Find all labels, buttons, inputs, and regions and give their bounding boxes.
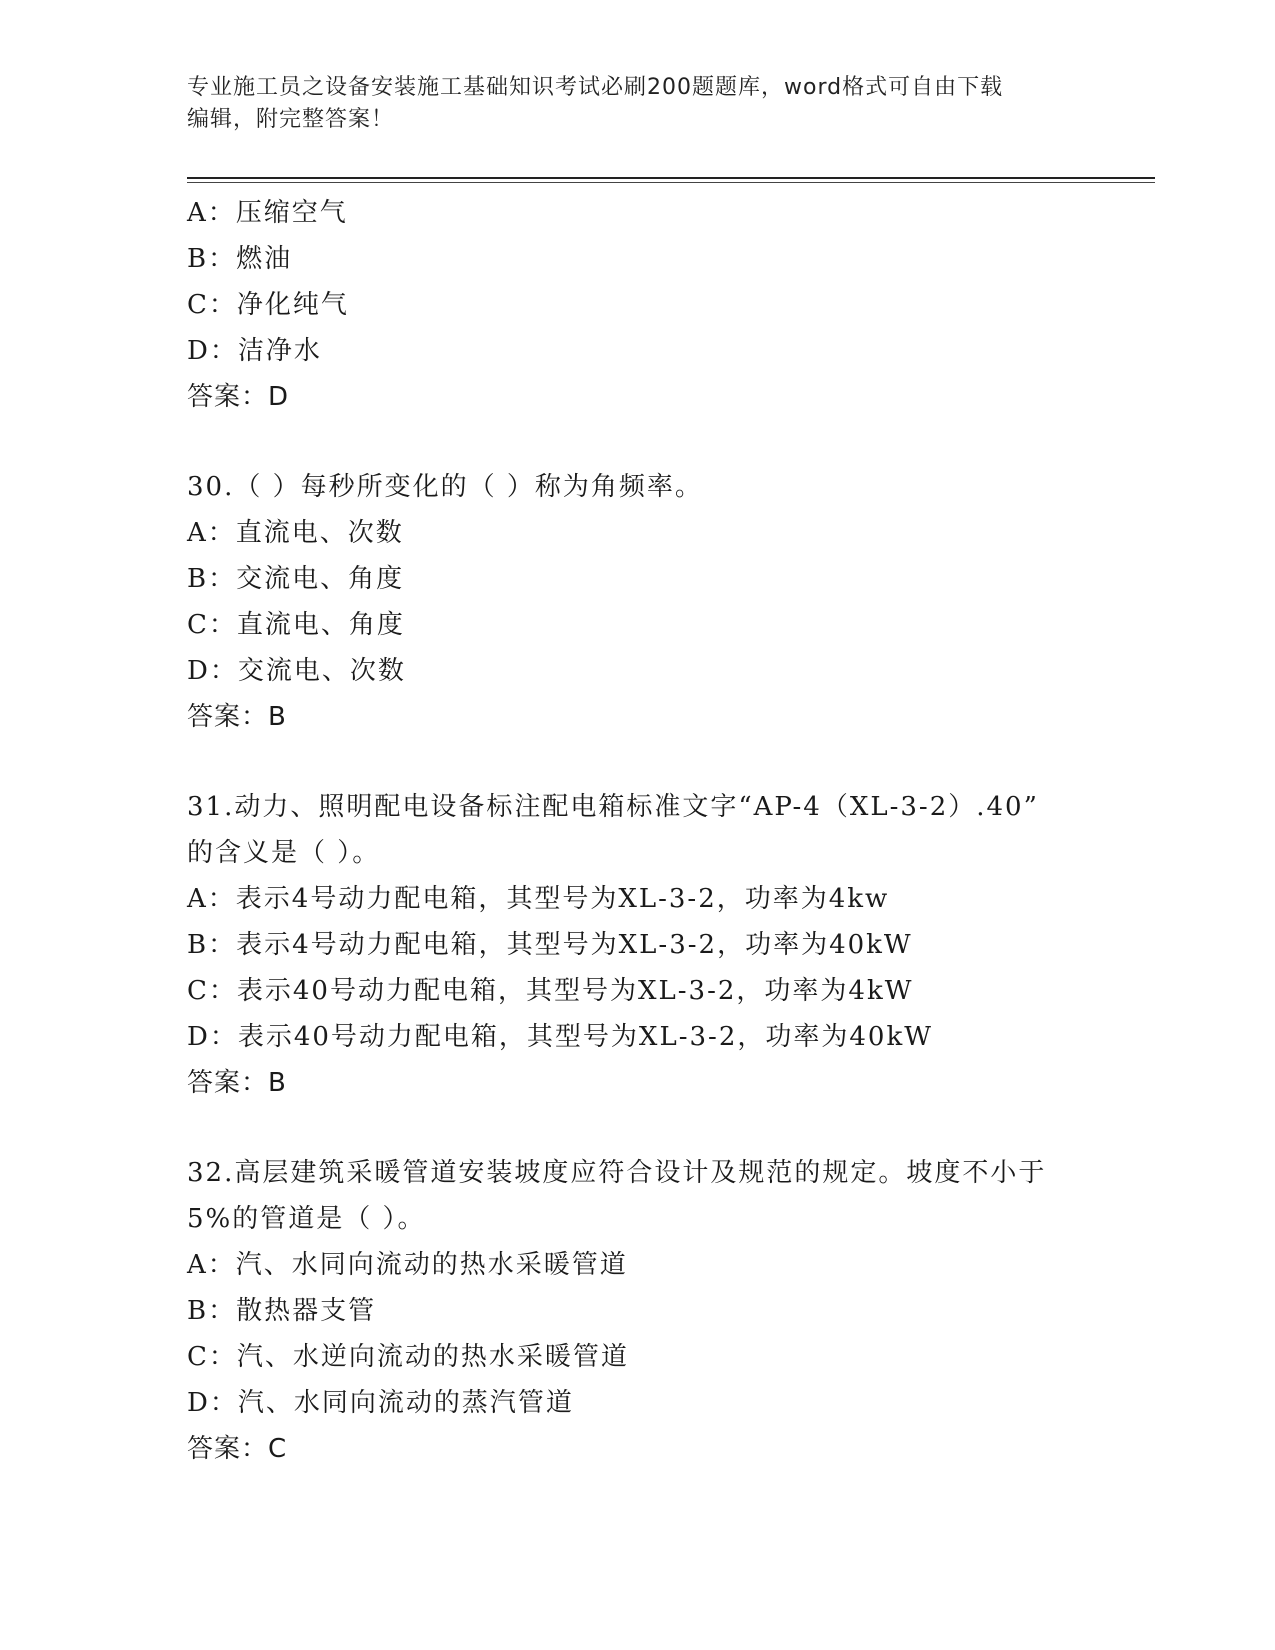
document-title-line-2: 编辑，附完整答案！ bbox=[187, 107, 395, 132]
question-stem-line-1: 32.高层建筑采暖管道安装坡度应符合设计及规范的规定。坡度不小于 bbox=[187, 1158, 1047, 1188]
option-d: D：汽、水同向流动的蒸汽管道 bbox=[187, 1388, 574, 1418]
question-stem-line-2: 的含义是（ ）。 bbox=[187, 838, 381, 868]
answer: 答案：D bbox=[187, 382, 290, 412]
question-stem-line-1: 31.动力、照明配电设备标注配电箱标准文字“AP-4（XL-3-2）.40” bbox=[187, 792, 1039, 822]
option-c: C：汽、水逆向流动的热水采暖管道 bbox=[187, 1342, 629, 1372]
page-header bbox=[187, 72, 1067, 136]
header-divider-thin bbox=[187, 182, 1155, 183]
question-list bbox=[187, 190, 1087, 1472]
option-b: B：燃油 bbox=[187, 244, 293, 274]
answer: 答案：B bbox=[187, 1068, 287, 1098]
option-a: A：直流电、次数 bbox=[187, 518, 404, 548]
question-stem: 30.（ ）每秒所变化的（ ）称为角频率。 bbox=[187, 472, 703, 502]
document-title-line-1: 专业施工员之设备安装施工基础知识考试必刷200题题库，word格式可自由下载 bbox=[187, 75, 1004, 100]
option-b: B：交流电、角度 bbox=[187, 564, 405, 594]
answer: 答案：B bbox=[187, 702, 287, 732]
option-d: D：交流电、次数 bbox=[187, 656, 406, 686]
question-31 bbox=[187, 784, 1087, 1106]
option-b: B：散热器支管 bbox=[187, 1296, 377, 1326]
option-c: C：净化纯气 bbox=[187, 290, 349, 320]
option-c: C：直流电、角度 bbox=[187, 610, 405, 640]
option-a: A：压缩空气 bbox=[187, 198, 348, 228]
option-c: C：表示40号动力配电箱，其型号为XL-3-2，功率为4kW bbox=[187, 976, 914, 1006]
option-a: A：表示4号动力配电箱，其型号为XL-3-2，功率为4kw bbox=[187, 884, 890, 914]
header-divider-thick bbox=[187, 177, 1155, 179]
question-30 bbox=[187, 464, 1087, 740]
question-32 bbox=[187, 1150, 1087, 1472]
option-d: D：洁净水 bbox=[187, 336, 322, 366]
option-d: D：表示40号动力配电箱，其型号为XL-3-2，功率为40kW bbox=[187, 1022, 933, 1052]
question-stem-line-2: 5%的管道是（ ）。 bbox=[187, 1204, 426, 1234]
answer: 答案：C bbox=[187, 1434, 288, 1464]
option-a: A：汽、水同向流动的热水采暖管道 bbox=[187, 1250, 628, 1280]
question-29 bbox=[187, 190, 1087, 420]
option-b: B：表示4号动力配电箱，其型号为XL-3-2，功率为40kW bbox=[187, 930, 913, 960]
